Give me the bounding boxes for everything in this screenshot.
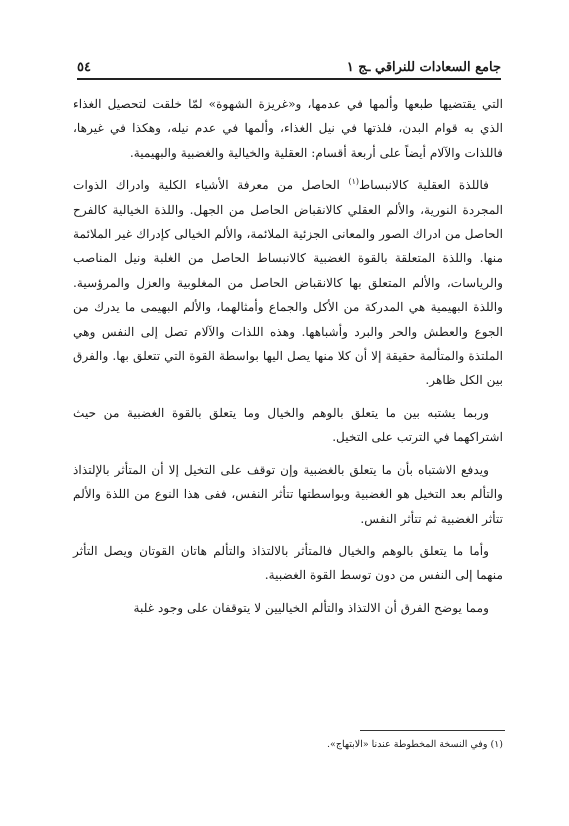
header-divider: [77, 78, 501, 80]
footnote-divider: [360, 730, 505, 731]
footnote-marker: (١): [348, 177, 360, 187]
paragraph-text: ويدفع الاشتباه بأن ما يتعلق بالغضبية وإن توقف على التخيل إلا أن المتأثر بالإلتذاذ والتألم بعد التخيل هو الغضبية وبواسطتها تتأثر النفس، ففى هذا النوع من اللذة والألم تتأثر الغضبية ثم تتأثر النفس.: [73, 462, 503, 526]
paragraph-text: الحاصل من معرفة الأشياء الكلية وادراك الذوات المجردة النورية، والألم العقلي كالانقباض الحاصل من الجهل. واللذة الخيالية كالفرح الحاصل من ادراك الصور والمعانى الجزئية الملائمة، والألم الخيالى كإدراك غير الملائمة منها. واللذة المتعلقة بالقوة الغضبية كالانبساط الحاصل من الغلبة ونيل المناصب والرياسات، والألم المتعلق بها كالانقباض الحاصل من المغلوبية والعزل والمرؤسية. واللذة البهيمية هي المدركة من الأكل والجماع وأمثالهما، والألم البهيمى ما يدرك من الجوع والعطش والحر والبرد وأشباهها. وهذه اللذات والآلام تصل إلى النفس وهي الملتذة والمتألمة حقيقة إلا أن كلا منها يصل اليها بواسطة القوة التي تتعلق بها. والفرق بين الكل ظاهر.: [73, 178, 503, 388]
paragraph-1: [73, 92, 503, 165]
paragraph-4: [73, 458, 503, 531]
paragraph-text: ومما يوضح الفرق أن الالتذاذ والتألم الخياليين لا يتوقفان على وجود غلبة: [133, 600, 489, 615]
paragraph-text: وأما ما يتعلق بالوهم والخيال فالمتأثر بالالتذاذ والتألم هاتان القوتان ويصل التأثر منهما إلى النفس من دون توسط القوة الغضبية.: [73, 543, 503, 583]
paragraph-text: فاللذة العقلية كالانبساط: [359, 178, 489, 193]
paragraph-6: [73, 596, 503, 620]
paragraph-3: [73, 401, 503, 450]
footnote: [73, 738, 503, 752]
running-title: جامع السعادات للنراقي ـج ١: [346, 60, 501, 75]
paragraph-5: [73, 539, 503, 588]
paragraph-text: وربما يشتبه بين ما يتعلق بالوهم والخيال وما يتعلق بالقوة الغضبية من حيث اشتراكهما في الترتب على التخيل.: [73, 405, 503, 445]
paragraph-2: [73, 173, 503, 393]
main-text: [73, 92, 503, 628]
page-number: ٥٤: [77, 60, 91, 75]
paragraph-text: التي يقتضيها طبعها وألمها في عدمها، و«غريزة الشهوة» لمّا خلقت لتحصيل الغذاء الذي به قوام البدن، فلذتها في نيل الغذاء، وألمها في عدم نيله، وهكذا في غيرها، فاللذات والآلام أيضاً على أربعة أقسام: العقلية والخيالية والغضبية والبهيمية.: [73, 97, 503, 160]
page-header: [77, 54, 501, 76]
footnote-text: (١) وفي النسخة المخطوطة عندنا «الابتهاج».: [327, 739, 503, 750]
